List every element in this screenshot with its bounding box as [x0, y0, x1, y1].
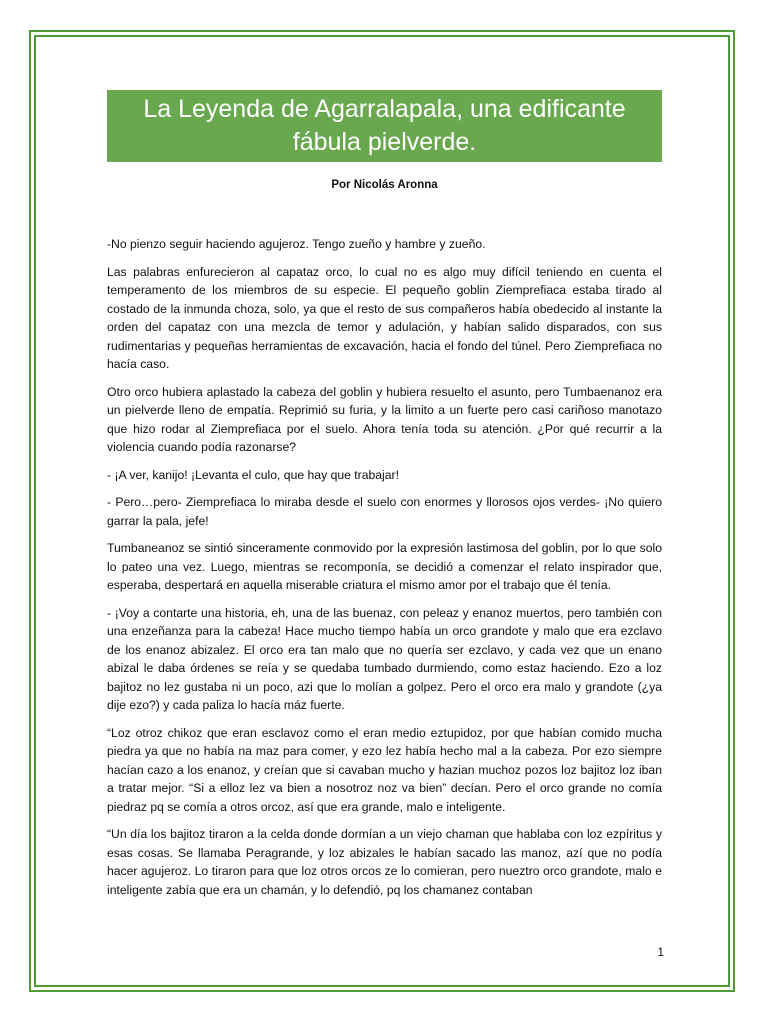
paragraph: -No pienzo seguir haciendo agujeroz. Tengo zueño y hambre y zueño. [107, 237, 486, 251]
paragraph: “Loz otroz chikoz que eran esclavoz como el eran medio eztupidoz, por que habían comido mucha piedra ya que no había na maz para comer, y ezo lez había hecho mal a la cabeza. Por ezo siempre hacían cazo a los enanoz, y creían que si cavaban mucho y hazian muchoz pozos loz bajitoz loz iban a tratar mejor. “Si a elloz lez va bien a nosotroz noz va bien” decían. Pero el orco grande no comía piedraz pq se comía a otros orcoz, así que era grande, malo e inteligente. [107, 725, 662, 814]
paragraph: Otro orco hubiera aplastado la cabeza del goblin y hubiera resuelto el asunto, pero Tumbaenanoz era un pielverde lleno de empatía. Reprimió su furia, y la limito a un fuerte pero casi cariñoso manotazo que hizo rodar al Ziemprefiaca por el suelo. Ahora tenía toda su atención. ¿Por qué recurrir a la violencia cuando podía razonarse? [107, 384, 662, 454]
paragraph: - ¡Voy a contarte una historia, eh, una de las buenaz, con peleaz y enanoz muertos, pero también con una enzeñanza para la cabeza! Hace mucho tiempo había un orco grandote y malo que era ezclavo de los enanoz abizalez. El orco era tan malo que no quería ser ezclavo, y cada vez que un enano abizal le daba órdenes se reía y se quedaba tumbado durmiendo, como estaz haciendo. Ezo a loz bajitoz no lez gustaba ni un poco, azi que lo molían a golpez. Pero el orco era malo y grandote (¿ya dije ezo?) y cada paliza lo hacía máz fuerte. [107, 605, 662, 712]
page-number: 1 [657, 945, 664, 959]
paragraph: “Un día los bajitoz tiraron a la celda donde dormían a un viejo chaman que hablaba con loz ezpíritus y esas cosas. Se llamaba Peragrande, y loz abizales le habían sacado las manoz, azí que no podía hacer agujeroz. Lo tiraron para que loz otros orcos ze lo comieran, pero nueztro orco grandote, malo e inteligente zabía que era un chamán, y lo defendió, pq los chamanez contaban [107, 827, 662, 897]
title-banner [107, 90, 662, 162]
paragraph: - ¡A ver, kanijo! ¡Levanta el culo, que hay que trabajar! [107, 467, 399, 482]
document-title: La Leyenda de Agarralapala, una edificante fábula pielverde. [143, 95, 626, 156]
paragraph: - Pero…pero- Ziemprefiaca lo miraba desde el suelo con enormes y llorosos ojos verdes- ¡No quiero garrar la pala, jefe! [107, 495, 662, 528]
author-line: Por Nicolás Aronna [331, 179, 438, 191]
paragraph: Las palabras enfurecieron al capataz orco, lo cual no es algo muy difícil teniendo en cuenta el temperamento de los miembros de su especie. El pequeño goblin Ziemprefiaca estaba tirado al costado de la inmunda choza, solo, ya que el resto de sus compañeros había obedecido al instante la orden del capataz con una mezcla de temor y adulación, y habían salido disparados, con sus rudimentarias y pequeñas herramientas de excavación, hacia el fondo del túnel. Pero Ziemprefiaca no hacía caso. [107, 264, 662, 371]
paragraph: Tumbaneanoz se sintió sinceramente conmovido por la expresión lastimosa del goblin, por lo que solo lo pateo una vez. Luego, mientras se recomponía, se decidió a comenzar el relato inspirador que, esperaba, despertará en aquella miserable criatura el mismo amor por el trabajo que él tenía. [107, 541, 662, 592]
body-text [107, 235, 662, 908]
